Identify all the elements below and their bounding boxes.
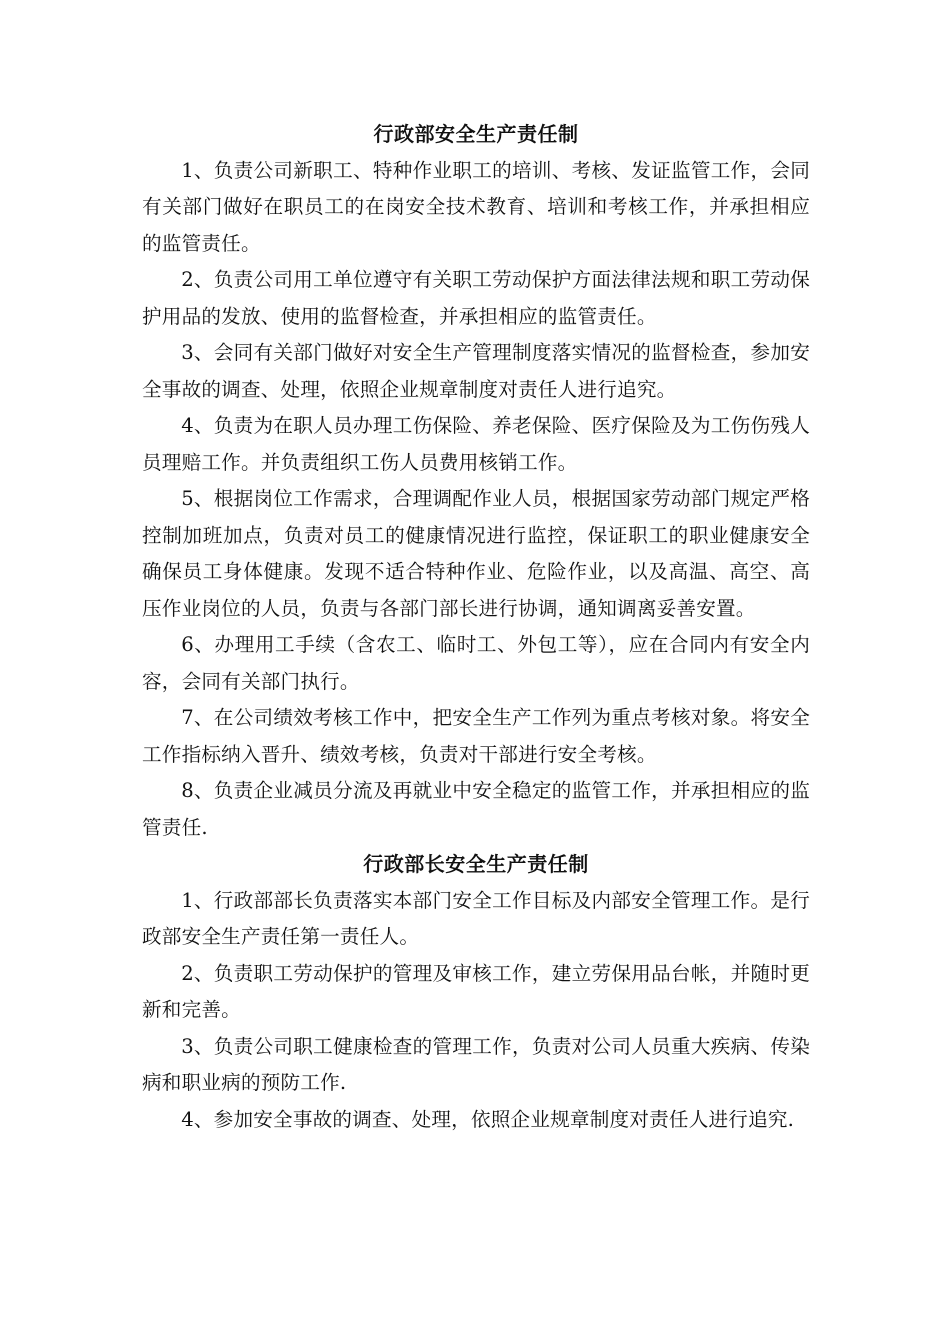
paragraph: 1、负责公司新职工、特种作业职工的培训、考核、发证监管工作，会同有关部门做好在职员工的在岗安全技术教育、培训和考核工作，并承担相应的监管责任。 <box>142 158 810 255</box>
section-admin-dept <box>142 116 810 846</box>
paragraph: 2、负责公司用工单位遵守有关职工劳动保护方面法律法规和职工劳动保护用品的发放、使用的监督检查，并承担相应的监管责任。 <box>142 268 810 328</box>
paragraph: 1、行政部部长负责落实本部门安全工作目标及内部安全管理工作。是行政部安全生产责任第一责任人。 <box>142 888 810 948</box>
section-admin-head <box>142 846 810 1138</box>
paragraph: 4、参加安全事故的调查、处理，依照企业规章制度对责任人进行追究. <box>181 1107 795 1131</box>
paragraph: 8、负责企业减员分流及再就业中安全稳定的监管工作，并承担相应的监管责任. <box>142 779 810 839</box>
paragraph: 7、在公司绩效考核工作中，把安全生产工作列为重点考核对象。将安全工作指标纳入晋升、绩效考核，负责对干部进行安全考核。 <box>142 706 810 766</box>
paragraph: 5、根据岗位工作需求，合理调配作业人员，根据国家劳动部门规定严格控制加班加点，负责对员工的健康情况进行监控，保证职工的职业健康安全确保员工身体健康。发现不适合特种作业、危险作业，以及高温、高空、高压作业岗位的人员，负责与各部门部长进行协调，通知调离妥善安置。 <box>142 487 810 620</box>
paragraph: 6、办理用工手续（含农工、临时工、外包工等），应在合同内有安全内容，会同有关部门执行。 <box>142 633 810 693</box>
paragraph: 3、会同有关部门做好对安全生产管理制度落实情况的监督检查，参加安全事故的调查、处理，依照企业规章制度对责任人进行追究。 <box>142 341 810 401</box>
paragraph: 4、负责为在职人员办理工伤保险、养老保险、医疗保险及为工伤伤残人员理赔工作。并负责组织工伤人员费用核销工作。 <box>142 414 810 474</box>
paragraph: 3、负责公司职工健康检查的管理工作，负责对公司人员重大疾病、传染病和职业病的预防工作. <box>142 1034 810 1094</box>
section-title: 行政部长安全生产责任制 <box>363 852 589 876</box>
paragraph: 2、负责职工劳动保护的管理及审核工作，建立劳保用品台帐，并随时更新和完善。 <box>142 961 810 1021</box>
document-page <box>142 116 810 1138</box>
section-title: 行政部安全生产责任制 <box>373 122 579 146</box>
